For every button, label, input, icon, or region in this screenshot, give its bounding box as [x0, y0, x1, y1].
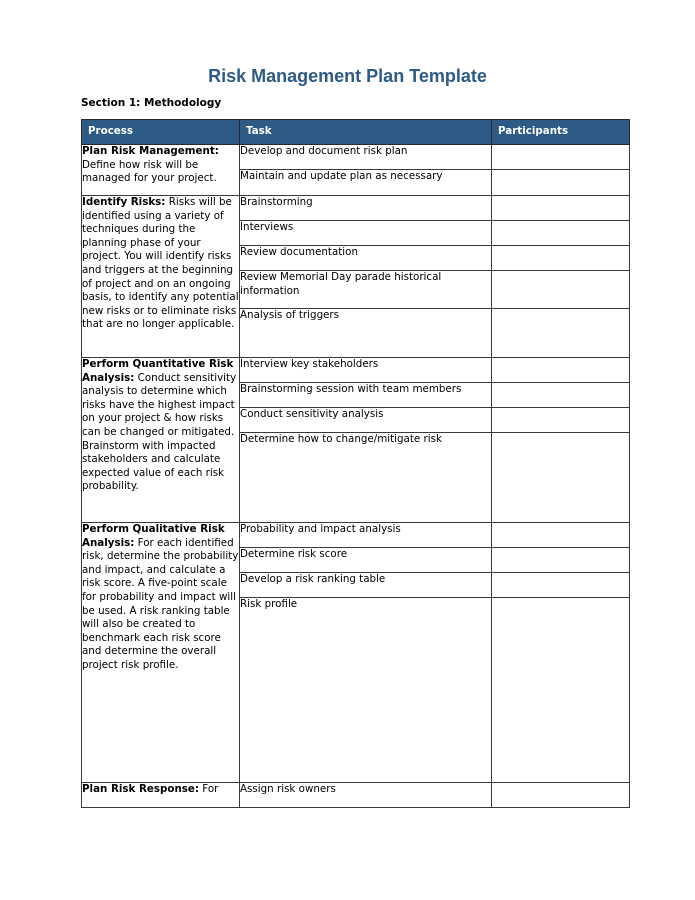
- participants-cell[interactable]: [492, 309, 630, 358]
- table-row: [82, 358, 630, 383]
- table-row: [82, 783, 630, 808]
- process-description: For: [199, 783, 219, 795]
- task-cell: Risk profile: [240, 598, 492, 783]
- process-cell: [82, 196, 240, 358]
- process-description: Risks will be identified using a variety of techniques during the planning phase of your project. You will identify risks and triggers at the beginning of project and on an ongoing basis, to identify any potential new risks or to eliminate risks that are no longer applicable.: [82, 196, 239, 331]
- process-description: For each identified risk, determine the probability and impact, and calculate a risk score. A five-point scale for probability and impact will be used. A risk ranking table will also be created to benchmark each risk score and determine the overall project risk profile.: [82, 536, 239, 671]
- participants-cell[interactable]: [492, 358, 630, 383]
- process-title: Perform Qualitative Risk Analysis:: [82, 523, 225, 549]
- process-description: Define how risk will be managed for your project.: [82, 158, 217, 185]
- task-cell: Determine how to change/mitigate risk: [240, 433, 492, 523]
- participants-cell[interactable]: [492, 383, 630, 408]
- task-cell: Develop and document risk plan: [240, 145, 492, 170]
- participants-cell[interactable]: [492, 221, 630, 246]
- document-title: Risk Management Plan Template: [208, 66, 487, 86]
- participants-cell[interactable]: [492, 170, 630, 196]
- header-participants: Participants: [492, 120, 630, 145]
- participants-cell[interactable]: [492, 246, 630, 271]
- task-cell: Review Memorial Day parade historical information: [240, 271, 492, 309]
- task-cell: Interviews: [240, 221, 492, 246]
- header-task: Task: [240, 120, 492, 145]
- participants-cell[interactable]: [492, 145, 630, 170]
- task-cell: Brainstorming: [240, 196, 492, 221]
- task-cell: Conduct sensitivity analysis: [240, 408, 492, 433]
- table-row: [82, 145, 630, 170]
- table-row: [82, 196, 630, 221]
- task-cell: Maintain and update plan as necessary: [240, 170, 492, 196]
- task-cell: Brainstorming session with team members: [240, 383, 492, 408]
- process-title: Plan Risk Response:: [82, 783, 200, 795]
- task-cell: Interview key stakeholders: [240, 358, 492, 383]
- process-description: Conduct sensitivity analysis to determine which risks have the highest impact on your project & how risks can be changed or mitigated. Brainstorm with impacted stakeholders and calculate expected value of each risk probability.: [82, 371, 237, 493]
- process-title: Perform Quantitative Risk Analysis:: [82, 358, 234, 384]
- participants-cell[interactable]: [492, 433, 630, 523]
- task-cell: Develop a risk ranking table: [240, 573, 492, 598]
- participants-cell[interactable]: [492, 783, 630, 808]
- participants-cell[interactable]: [492, 523, 630, 548]
- methodology-table: [81, 119, 630, 808]
- task-cell: Assign risk owners: [240, 783, 492, 808]
- process-cell: [82, 358, 240, 523]
- process-cell: [82, 783, 240, 808]
- process-cell: [82, 523, 240, 783]
- participants-cell[interactable]: [492, 196, 630, 221]
- process-title: Identify Risks:: [82, 196, 166, 208]
- task-cell: Determine risk score: [240, 548, 492, 573]
- task-cell: Analysis of triggers: [240, 309, 492, 358]
- participants-cell[interactable]: [492, 408, 630, 433]
- task-cell: Probability and impact analysis: [240, 523, 492, 548]
- process-title: Plan Risk Management:: [82, 145, 219, 157]
- participants-cell[interactable]: [492, 598, 630, 783]
- header-process: Process: [82, 120, 240, 145]
- participants-cell[interactable]: [492, 548, 630, 573]
- participants-cell[interactable]: [492, 573, 630, 598]
- task-cell: Review documentation: [240, 246, 492, 271]
- table-row: [82, 523, 630, 548]
- participants-cell[interactable]: [492, 271, 630, 309]
- table-header-row: [82, 120, 630, 145]
- process-cell: [82, 145, 240, 196]
- section-heading: Section 1: Methodology: [81, 97, 222, 109]
